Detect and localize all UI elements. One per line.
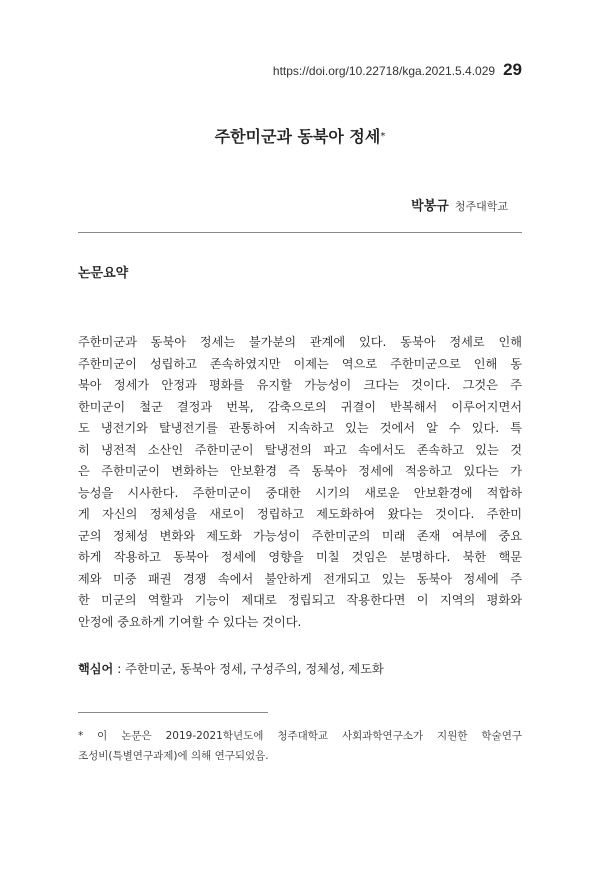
running-header <box>273 60 522 80</box>
footnote-line: * 이 논문은 2019-2021학년도에 청주대학교 사회과학연구소가 지원한 학술연구 <box>78 730 522 742</box>
abstract-heading: 논문요약 <box>78 266 129 281</box>
doi-link[interactable]: https://doi.org/10.22718/kga.2021.5.4.029 <box>272 64 496 78</box>
abstract-line: 히 냉전적 소산인 주한미군이 탈냉전의 파고 속에서도 존속하고 있는 것 <box>78 442 522 457</box>
paper-title <box>0 124 600 147</box>
abstract-line: 북아 정세가 안정과 평화를 유지할 가능성이 크다는 것이다. 그것은 주 <box>78 378 522 392</box>
keywords-label: 핵심어 <box>78 662 114 676</box>
abstract-line: 안정에 중요하게 기여할 수 있다는 것이다. <box>78 614 302 629</box>
footnote-line: 조성비(특별연구과제)에 의해 연구되었음. <box>78 750 269 762</box>
abstract-line: 군의 정체성 변화와 제도화 가능성이 주한미군의 미래 존재 여부에 중요 <box>78 528 522 543</box>
footnote-divider <box>78 712 268 713</box>
abstract-line: 주한미군과 동북아 정세는 불가분의 관계에 있다. 동북아 정세로 인해 <box>78 335 522 349</box>
author-name: 박봉규 <box>411 199 449 214</box>
abstract-line: 제와 미중 패권 경쟁 속에서 불안하게 전개되고 있는 동북아 정세에 주 <box>78 571 522 586</box>
abstract-line: 하게 작용하고 동북아 정세에 영향을 미칠 것임은 분명하다. 북한 핵문 <box>78 550 522 564</box>
keywords-text: : 주한미군, 동북아 정세, 구성주의, 정체성, 제도화 <box>113 662 384 676</box>
paper-title-text: 주한미군과 동북아 정세 <box>214 127 381 146</box>
header-divider <box>78 232 522 233</box>
abstract-line: 능성을 시사한다. 주한미군이 중대한 시기의 새로운 안보환경에 적합하 <box>78 485 522 500</box>
abstract-line: 한 미군의 역할과 기능이 제대로 정립되고 작용한다면 이 지역의 평화와 <box>78 593 522 607</box>
abstract-line: 게 자신의 정체성을 새로이 정립하고 제도화하여 왔다는 것이다. 주한미 <box>78 507 522 521</box>
title-footnote-mark: * <box>380 131 386 142</box>
author-line <box>411 195 508 214</box>
footnote <box>78 726 522 766</box>
abstract-line: 한미군이 철군 결정과 번복, 감축으로의 귀결이 반복해서 이루어지면서 <box>78 399 522 414</box>
abstract-line: 주한미군이 성립하고 존속하였지만 이제는 역으로 주한미군으로 인해 동 <box>78 356 522 371</box>
abstract-line: 은 주한미군이 변화하는 안보환경 즉 동북아 정세에 적응하고 있다는 가 <box>78 464 522 478</box>
abstract-line: 도 냉전기와 탈냉전기를 관통하여 지속하고 있는 것에서 알 수 있다. 특 <box>78 421 522 435</box>
abstract-body <box>78 332 522 633</box>
keywords-line <box>78 660 522 677</box>
page-number: 29 <box>503 60 522 79</box>
author-affiliation: 청주대학교 <box>454 200 508 213</box>
